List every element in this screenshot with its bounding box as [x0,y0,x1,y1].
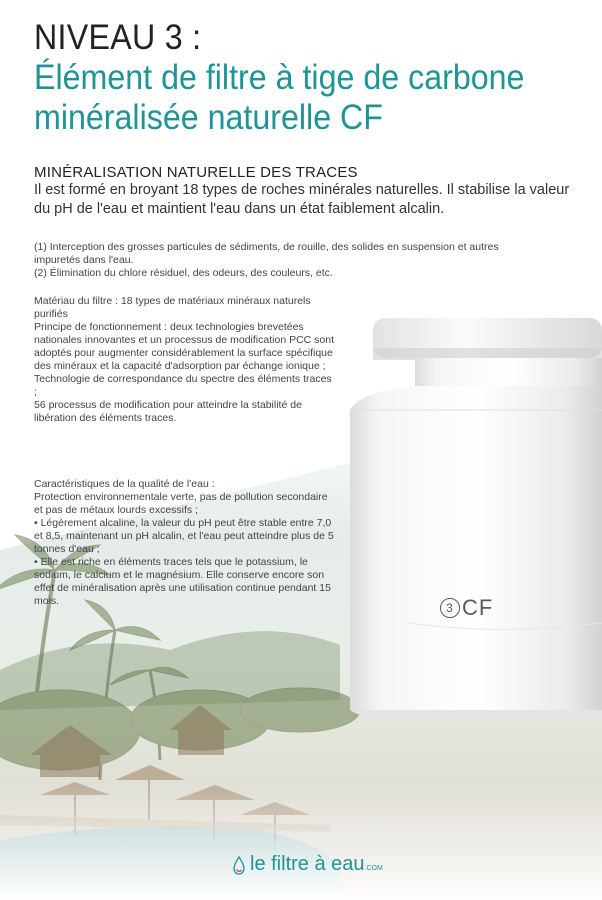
quality-item: • Elle est riche en éléments traces tels que le potassium, le sodium, le calcium et le magnésium. Elle conserve encore son effet de minéralisation après une utilisation continue pendant 15 mois. [34,556,331,607]
water-drop-icon [232,856,246,876]
spec-item: 56 processus de modification pour atteindre la stabilité de libération des éléments traces. [34,399,302,424]
section-subheading: MINÉRALISATION NATURELLE DES TRACES [34,164,358,181]
functions-list [34,241,544,280]
main-title-line-2: minéralisée naturelle CF [34,98,383,137]
quality-item: • Légèrement alcaline, la valeur du pH peut être stable entre 7,0 et 8,5, maintenant un pH alcalin, et l'eau peut atteindre plus de 5 tonnes d'eau ; [34,517,334,555]
section-intro: Il est formé en broyant 18 types de roches minérales naturelles. Il stabilise la valeur du pH de l'eau et maintient l'eau dans un état faiblement alcalin. [34,182,570,217]
main-title-line-1: Élément de filtre à tige de carbone [34,58,525,97]
specs-block [34,295,334,425]
spec-item: Matériau du filtre : 18 types de matériaux minéraux naturels purifiés [34,295,311,320]
main-title [34,58,586,138]
water-quality-block [34,478,339,608]
level-title: NIVEAU 3 : [34,18,202,57]
product-number-badge: 3 [440,598,460,618]
cf-filter-cartridge [340,318,602,718]
function-item: (2) Élimination du chlore résiduel, des odeurs, des couleurs, etc. [34,267,333,279]
product-code: CF [462,595,494,620]
cf-product-label [440,595,493,621]
quality-item: Protection environnementale verte, pas de pollution secondaire et pas de métaux lourds excessifs ; [34,491,328,516]
brand-logo[interactable] [250,853,383,876]
quality-heading: Caractéristiques de la qualité de l'eau : [34,478,215,490]
brand-logo-suffix: .COM [364,865,383,872]
brand-logo-text: le filtre à eau [250,853,365,875]
function-item: (1) Interception des grosses particules de sédiments, de rouille, des solides en suspension et autres impuretés dans l'eau. [34,241,499,266]
spec-item: Technologie de correspondance du spectre des éléments traces ; [34,373,332,398]
spec-item: Principe de fonctionnement : deux technologies brevetées nationales innovantes et un processus de modification PCC sont adoptés pour augmenter considérablement la surface spécifique des minéraux et la capacité d'adsorption par échange ionique ; [34,321,335,372]
